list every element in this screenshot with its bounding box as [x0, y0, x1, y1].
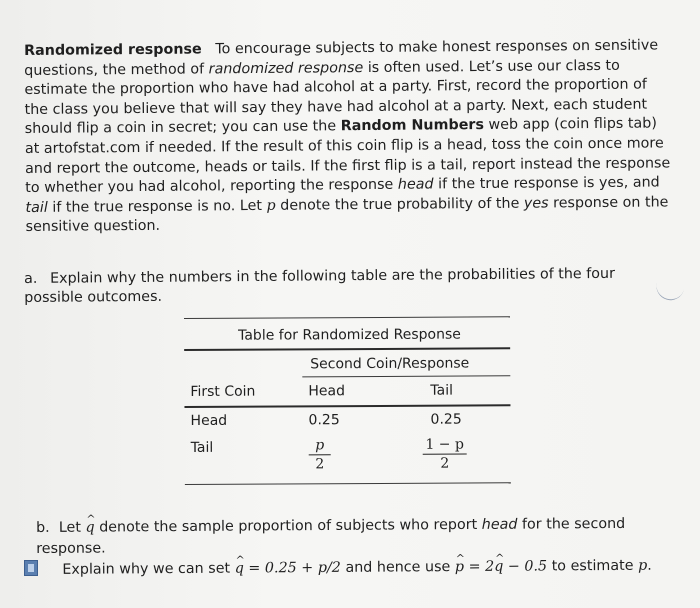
equation-2-end: − 0.5 [507, 558, 548, 575]
table-header-rule [184, 404, 510, 408]
row2-tail-den: 2 [440, 455, 450, 472]
p-var-end: p [637, 557, 648, 574]
part-b-head-word: head [481, 516, 518, 533]
table-group-rule [302, 375, 510, 377]
row2-head-bar [309, 454, 331, 455]
q-hat-symbol: ^ q [85, 518, 94, 539]
intro-text-3: web app (coin flips tab) at artofstat.com if needed. If the result of this coin flip is a head, toss the coin once more and report the outcome, heads or tails. If the first flip is a tail, report instead the response to whether you had alcohol, reporting the response [24, 115, 671, 197]
row1-head-value: 0.25 [308, 412, 340, 429]
part-b-period: . [647, 557, 652, 574]
part-b-text-2: denote the sample proportion of subjects who report [99, 516, 478, 536]
table-bottom-rule [185, 482, 511, 485]
equation-1: = 0.25 + p/2 [248, 559, 341, 577]
row2-tail-fraction [423, 437, 467, 472]
row1-tail-value: 0.25 [430, 411, 462, 428]
part-b-text-3: for the second response. [36, 515, 626, 557]
intro-text-5: if the true response is no. Let [52, 197, 263, 216]
intro-text-2: is often used. Let’s use our class to estimate the proportion who have had alcohol at a party. First, record the proportion of the class you believe that will say they have had alcohol at a party. Next, each student should flip a coin in secret; you can use the [24, 57, 648, 138]
intro-head-word: head [397, 176, 434, 193]
part-a [24, 264, 664, 308]
part-b-label: b. [36, 519, 50, 536]
row2-head-fraction [309, 437, 331, 472]
table-title: Table for Randomized Response [238, 326, 461, 344]
part-b-text-6: to estimate [551, 557, 634, 575]
part-b [36, 513, 686, 581]
equation-2: = 2 [468, 558, 495, 575]
bookmark-icon[interactable] [24, 560, 38, 576]
intro-text-7: response on the sensitive question. [25, 194, 669, 236]
intro-p-var: p [266, 197, 276, 214]
row2-label: Tail [190, 439, 214, 456]
table-top-rule [184, 316, 510, 319]
intro-app-name: Random Numbers [340, 117, 485, 135]
intro-text-4: if the true response is yes, and [438, 174, 660, 193]
row2-head-num: p [315, 437, 325, 454]
intro-tail-word: tail [25, 199, 48, 216]
col-first-coin: First Coin [190, 383, 256, 400]
intro-text-1: To encourage subjects to make honest responses on sensitive questions, the method of [24, 37, 659, 79]
part-a-label: a. [24, 270, 38, 287]
part-b-text-1: Let [58, 519, 81, 536]
intro-text-6: denote the true probability of the [280, 195, 520, 214]
part-a-text: Explain why the numbers in the following table are the probabilities of the four possible outcomes. [24, 265, 616, 306]
q-hat-symbol-3: ^ q [494, 557, 503, 578]
p-hat-symbol: ^ p [455, 557, 464, 578]
intro-em-randomized: randomized response [208, 59, 364, 77]
col-tail: Tail [430, 382, 454, 399]
q-hat-symbol-2: ^ q [235, 559, 244, 580]
row2-tail-num: 1 − p [425, 436, 464, 453]
part-b-text-4: Explain why we can set [62, 560, 231, 578]
part-b-text-5: and hence use [345, 559, 451, 576]
table-title-rule [184, 347, 510, 351]
row1-label: Head [190, 412, 228, 429]
intro-yes-word: yes [523, 195, 549, 212]
table-header-group: Second Coin/Response [310, 355, 470, 373]
intro-paragraph [24, 36, 676, 238]
randomized-response-table [184, 316, 511, 488]
row2-head-den: 2 [315, 456, 325, 473]
intro-title: Randomized response [24, 41, 202, 59]
col-head: Head [308, 383, 346, 400]
